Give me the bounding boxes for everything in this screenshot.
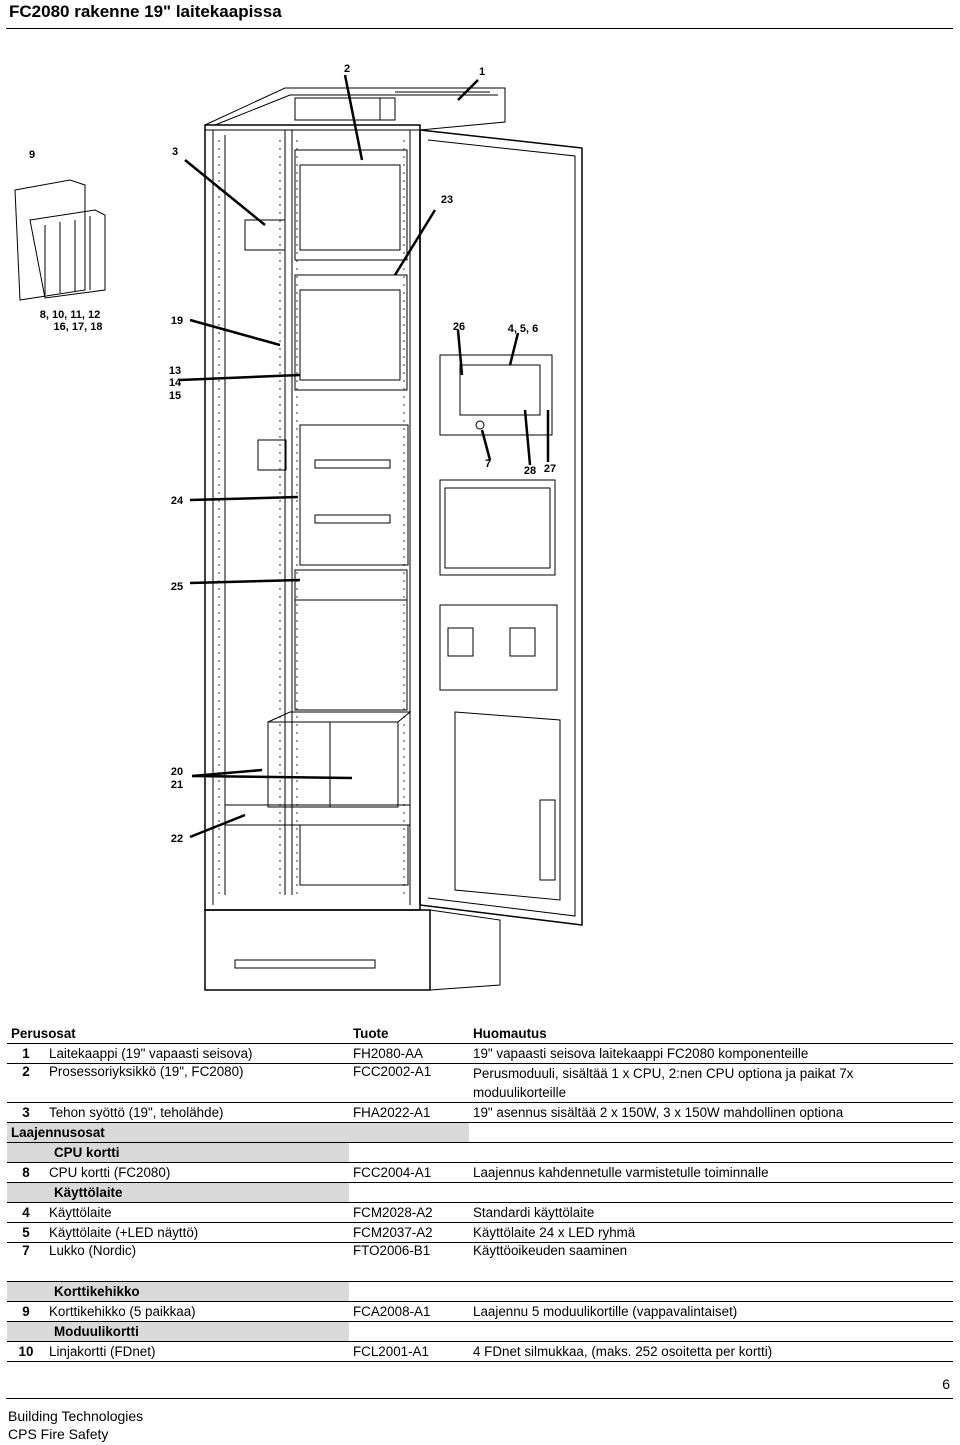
subsection-row — [7, 1183, 953, 1203]
table-row — [7, 1342, 953, 1362]
card-rack — [440, 480, 555, 575]
row-note: Standardi käyttölaite — [469, 1203, 953, 1223]
row-product: FHA2022-A1 — [349, 1103, 469, 1123]
callout-label: 3 — [171, 146, 179, 158]
row-note: Käyttöoikeuden saaminen — [469, 1243, 953, 1282]
callout-label: 8, 10, 11, 12 — [39, 309, 101, 321]
table-row — [7, 1103, 953, 1123]
row-product: FCM2037-A2 — [349, 1223, 469, 1243]
subsection-title: Korttikehikko — [45, 1282, 349, 1302]
row-note: Käyttölaite 24 x LED ryhmä — [469, 1223, 953, 1243]
callout-label: 23 — [440, 194, 454, 206]
row-note: Perusmoduuli, sisältää 1 x CPU, 2:nen CPU optiona ja paikat 7x moduulikorteille — [469, 1064, 953, 1103]
callout-label: 16, 17, 18 — [53, 321, 103, 333]
callout-label: 20 — [170, 766, 184, 778]
subsection-title: Käyttölaite — [45, 1183, 349, 1203]
table-row — [7, 1302, 953, 1322]
row-number: 3 — [7, 1103, 45, 1123]
footer-division: CPS Fire Safety — [8, 1426, 109, 1442]
row-name: Tehon syöttö (19", teholähde) — [45, 1103, 349, 1123]
row-product: FTO2006-B1 — [349, 1243, 469, 1282]
page-number: 6 — [942, 1376, 950, 1392]
subsection-title: Moduulikortti — [45, 1322, 349, 1342]
row-note: 19" asennus sisältää 2 x 150W, 3 x 150W mahdollinen optiona — [469, 1103, 953, 1123]
row-number: 2 — [7, 1064, 45, 1103]
power-supply — [300, 425, 408, 565]
row-note: 19" vapaasti seisova laitekaappi FC2080 komponenteille — [469, 1044, 953, 1064]
column-header-group: Perusosat — [7, 1024, 349, 1044]
subsection-title: CPU kortti — [45, 1143, 349, 1163]
callout-label: 7 — [484, 458, 492, 470]
section-header-row — [7, 1123, 953, 1143]
footer-divider — [6, 1398, 953, 1399]
battery-right — [330, 722, 398, 807]
table-row — [7, 1044, 953, 1064]
row-number: 5 — [7, 1223, 45, 1243]
footer-company: Building Technologies — [8, 1408, 144, 1424]
table-row — [7, 1243, 953, 1282]
callout-label: 4, 5, 6 — [507, 323, 539, 335]
table-header-row — [7, 1024, 953, 1044]
row-number: 9 — [7, 1302, 45, 1322]
operating-panel — [440, 355, 552, 435]
page-title: FC2080 rakenne 19" laitekaapissa — [9, 2, 282, 21]
callout-label: 13 — [168, 365, 182, 377]
callout-label: 24 — [170, 495, 184, 507]
cabinet-door — [420, 130, 582, 925]
row-number: 1 — [7, 1044, 45, 1064]
callout-label: 27 — [543, 463, 557, 475]
row-product: FCL2001-A1 — [349, 1342, 469, 1362]
callout-label: 25 — [170, 581, 184, 593]
callout-label: 15 — [168, 390, 182, 402]
row-name: Laitekaappi (19" vapaasti seisova) — [45, 1044, 349, 1064]
callout-label: 22 — [170, 833, 184, 845]
callout-label: 9 — [28, 149, 36, 161]
row-product: FH2080-AA — [349, 1044, 469, 1064]
row-number: 7 — [7, 1243, 45, 1282]
table-row — [7, 1223, 953, 1243]
row-name: Käyttölaite (+LED näyttö) — [45, 1223, 349, 1243]
row-note: 4 FDnet silmukkaa, (maks. 252 osoitetta per kortti) — [469, 1342, 953, 1362]
section-title: Laajennusosat — [7, 1123, 349, 1143]
row-number: 4 — [7, 1203, 45, 1223]
processor-unit — [295, 150, 407, 260]
callout-label: 2 — [343, 63, 351, 75]
row-name: Käyttölaite — [45, 1203, 349, 1223]
title-divider — [6, 28, 953, 29]
row-number: 8 — [7, 1163, 45, 1183]
table-row — [7, 1064, 953, 1103]
callout-label: 21 — [170, 779, 184, 791]
row-name: Lukko (Nordic) — [45, 1243, 349, 1282]
battery-left — [268, 722, 330, 807]
row-number: 10 — [7, 1342, 45, 1362]
row-name: CPU kortti (FC2080) — [45, 1163, 349, 1183]
row-note: Laajennus kahdennetulle varmistetulle toiminnalle — [469, 1163, 953, 1183]
row-product: FCC2004-A1 — [349, 1163, 469, 1183]
callout-label: 1 — [478, 66, 486, 78]
row-name: Prosessoriyksikkö (19", FC2080) — [45, 1064, 349, 1103]
row-product: FCC2002-A1 — [349, 1064, 469, 1103]
row-name: Linjakortti (FDnet) — [45, 1342, 349, 1362]
cabinet-plinth — [205, 910, 430, 990]
cabinet-frame — [205, 125, 420, 910]
card-rack-detail — [15, 180, 105, 300]
parts-table — [7, 1024, 953, 1362]
callout-label: 26 — [452, 321, 466, 333]
subsection-row — [7, 1282, 953, 1302]
column-header-note: Huomautus — [469, 1024, 953, 1044]
subsection-row — [7, 1143, 953, 1163]
table-row — [7, 1203, 953, 1223]
row-name: Korttikehikko (5 paikkaa) — [45, 1302, 349, 1322]
subsection-row — [7, 1322, 953, 1342]
table-row — [7, 1163, 953, 1183]
callout-label: 14 — [168, 377, 182, 389]
row-product: FCA2008-A1 — [349, 1302, 469, 1322]
row-product: FCM2028-A2 — [349, 1203, 469, 1223]
callout-label: 19 — [170, 315, 184, 327]
cabinet-drawing — [0, 30, 960, 1020]
callout-label: 28 — [523, 465, 537, 477]
row-note: Laajennu 5 moduulikortille (vappavalintaiset) — [469, 1302, 953, 1322]
column-header-product: Tuote — [349, 1024, 469, 1044]
